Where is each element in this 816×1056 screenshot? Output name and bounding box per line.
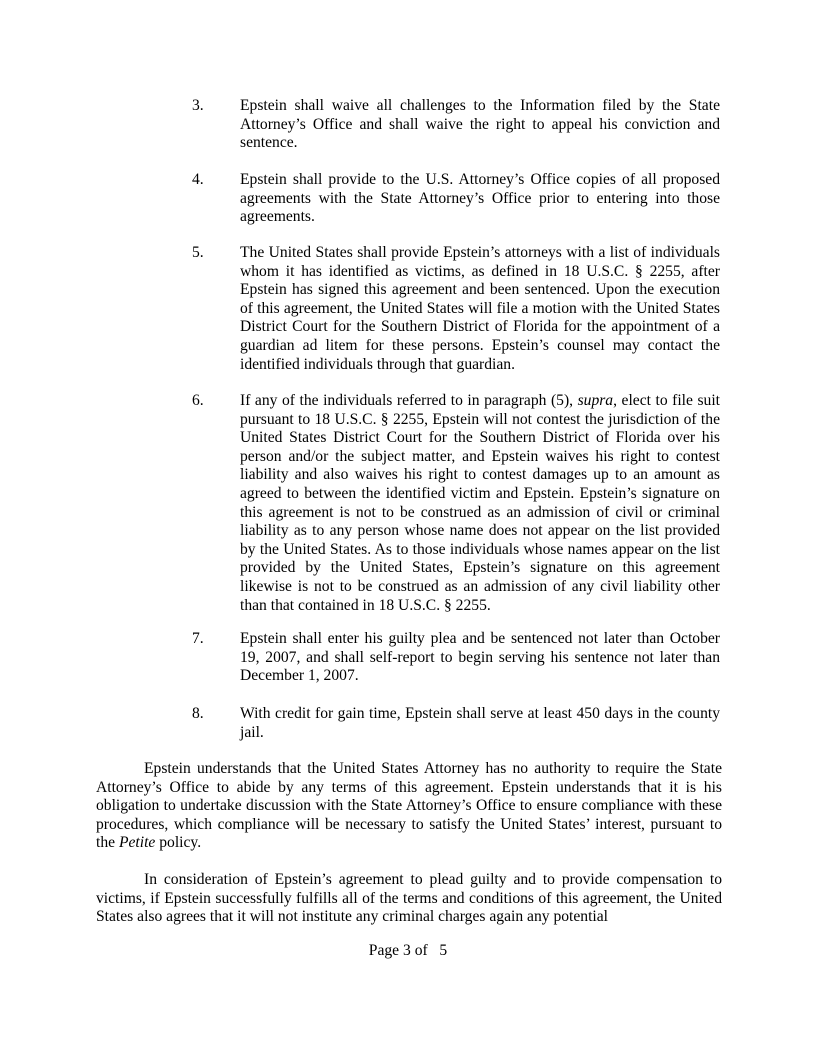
- page-footer: [0, 942, 816, 960]
- item-number: 4.: [192, 171, 204, 188]
- paragraph-text-end: policy.: [155, 834, 202, 852]
- body-paragraph: [96, 760, 722, 853]
- item-number: 3.: [192, 97, 204, 114]
- paragraph-italic: Petite: [118, 834, 156, 852]
- page-label: Page: [368, 942, 400, 959]
- page-of: of: [414, 942, 428, 959]
- list-item: [192, 392, 722, 615]
- item-number: 6.: [192, 392, 204, 409]
- item-number: 8.: [192, 705, 204, 722]
- item-text: Epstein shall waive all challenges to the Information filed by the State Attorney’s Office and shall waive the right to appeal his conviction and sentence.: [240, 97, 720, 152]
- item-text: With credit for gain time, Epstein shall serve at least 450 days in the county jail.: [240, 705, 720, 741]
- list-item: [192, 97, 722, 153]
- paragraph-text: Epstein understands that the United States Attorney has no authority to require the State Attorney’s Office to abide by any terms of this agreement. Epstein understands that it is his obligation to undertake discussion with the State Attorney’s Office to ensure compliance with these procedures, which compliance will be necessary to satisfy the United States’ interest, pursuant to the: [96, 760, 722, 852]
- page-number: 3: [403, 942, 411, 959]
- page-total: 5: [439, 942, 448, 959]
- item-text: [240, 392, 720, 615]
- item-number: 5.: [192, 244, 204, 261]
- list-item: [192, 244, 722, 374]
- item-text: Epstein shall enter his guilty plea and be sentenced not later than October 19, 2007, and shall self-report to begin serving his sentence not later than December 1, 2007.: [240, 630, 720, 685]
- item-text: Epstein shall provide to the U.S. Attorney’s Office copies of all proposed agreements with the State Attorney’s Office prior to entering into those agreements.: [240, 171, 720, 226]
- list-item: [192, 630, 722, 686]
- item-text-italic: supra: [577, 392, 614, 409]
- item-number: 7.: [192, 630, 204, 647]
- item-text-after: , elect to file suit pursuant to 18 U.S.C. § 2255, Epstein will not contest the jurisdiction of the United States District Court for the Southern District of Florida over his person and/or the subject matter, and Epstein waives his right to contest liability and also waives his right to contest damages up to an amount as agreed to between the identified victim and Epstein. Epstein’s signature on this agreement is not to be construed as an admission of civil or criminal liability as to any person whose name does not appear on the list provided by the United States. As to those individuals whose names appear on the list provided by the United States, Epstein’s signature on this agreement likewise is not to be construed as an admission of any civil liability other than that contained in 18 U.S.C. § 2255.: [240, 392, 720, 614]
- item-text-before: If any of the individuals referred to in paragraph (5),: [240, 392, 578, 409]
- item-text: The United States shall provide Epstein’s attorneys with a list of individuals whom it has identified as victims, as defined in 18 U.S.C. § 2255, after Epstein has signed this agreement and been sentenced. Upon the execution of this agreement, the United States will file a motion with the United States District Court for the Southern District of Florida for the appointment of a guardian ad litem for these persons. Epstein’s counsel may contact the identified individuals through that guardian.: [240, 244, 720, 373]
- list-item: [192, 705, 722, 742]
- body-paragraph: In consideration of Epstein’s agreement to plead guilty and to provide compensation to victims, if Epstein successfully fulfills all of the terms and conditions of this agreement, the United States also agrees that it will not institute any criminal charges again any potential: [96, 871, 722, 926]
- list-item: [192, 171, 722, 227]
